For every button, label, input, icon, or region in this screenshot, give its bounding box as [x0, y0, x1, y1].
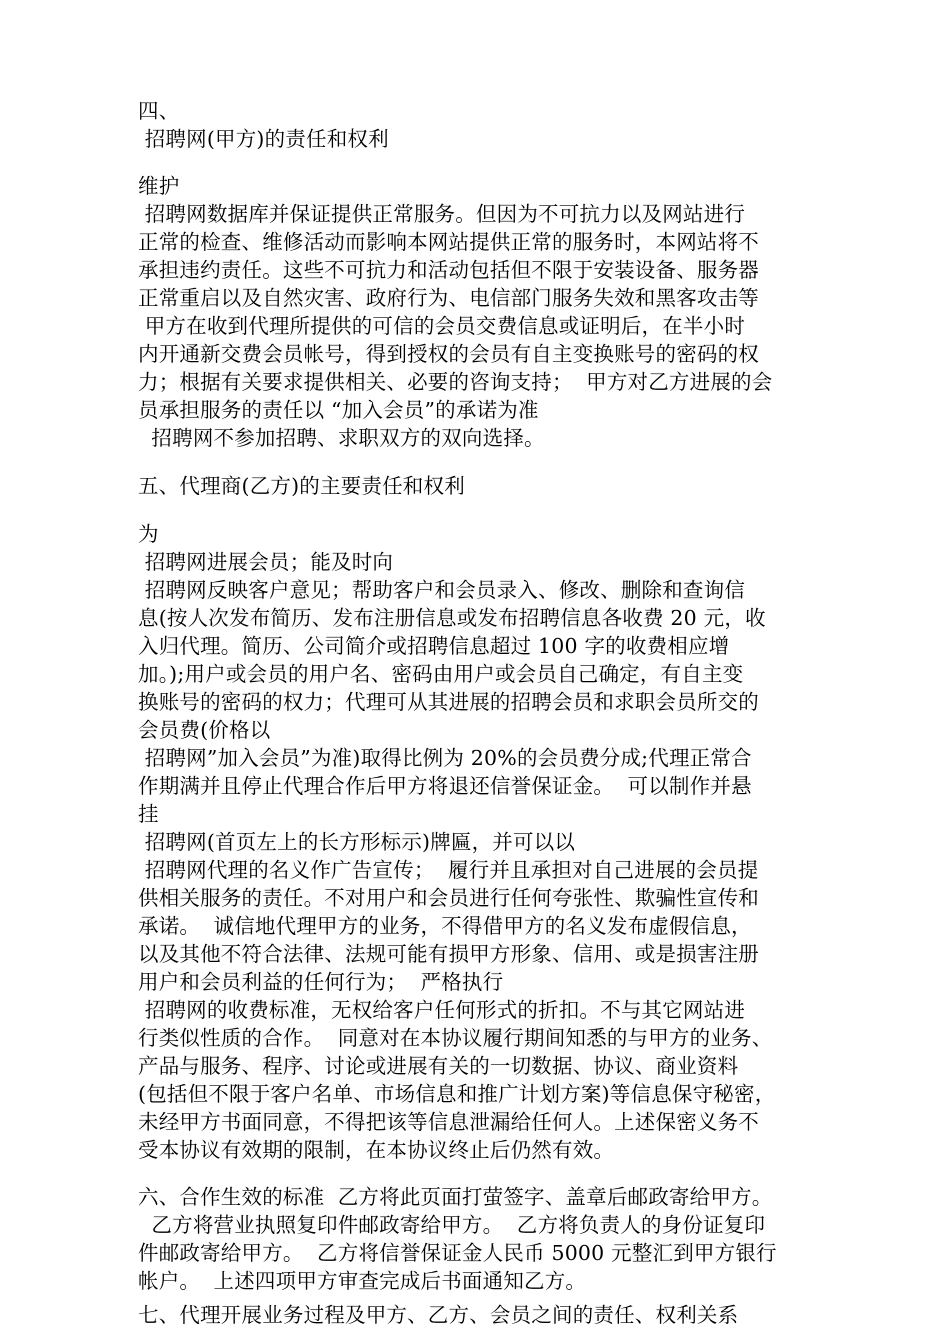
section-4-heading: 招聘网(甲方)的责任和权利 [138, 127, 389, 151]
text-line: 件邮政寄给甲方。 乙方将信誉保证金人民币 5000 元整汇到甲方银行 [138, 1241, 777, 1265]
text-line: 招聘网不参加招聘、求职双方的双向选择。 [138, 426, 545, 450]
text-line: 会员费(价格以 [138, 718, 271, 742]
text-line: 甲方在收到代理所提供的可信的会员交费信息或证明后，在半小时 [138, 314, 746, 338]
text-line: (包括但不限于客户名单、市场信息和推广计划方案)等信息保守秘密， [138, 1082, 776, 1106]
text-line: 为 [138, 522, 159, 546]
text-line: 招聘网”加入会员”为准)取得比例为 20%的会员费分成;代理正常合 [138, 746, 752, 770]
text-line: 承担违约责任。这些不可抗力和活动包括但不限于安装设备、服务器 [138, 258, 759, 282]
text-line: 换账号的密码的权力；代理可从其进展的招聘会员和求职会员所交的 [138, 690, 759, 714]
text-line: 乙方将营业执照复印件邮政寄给甲方。 乙方将负责人的身份证复印 [138, 1213, 766, 1237]
text-line: 行类似性质的合作。 同意对在本协议履行期间知悉的与甲方的业务、 [138, 1026, 773, 1050]
section-5-heading: 五、代理商(乙方)的主要责任和权利 [138, 474, 465, 498]
text-line: 招聘网反映客户意见；帮助客户和会员录入、修改、删除和查询信 [138, 578, 746, 602]
text-line: 未经甲方书面同意，不得把该等信息泄漏给任何人。上述保密义务不 [138, 1110, 759, 1134]
text-line: 招聘网(首页左上的长方形标示)牌匾，并可以以 [138, 830, 576, 854]
section-6-heading: 六、合作生效的标准 乙方将此页面打萤签字、盖章后邮政寄给甲方。 [138, 1185, 773, 1209]
text-line: 员承担服务的责任以 “加入会员”的承诺为准 [138, 398, 539, 422]
section-4-number: 四、 [138, 99, 180, 123]
text-line: 加。);用户或会员的用户名、密码由用户或会员自己确定，有自主变 [138, 662, 744, 686]
section-7-heading: 七、代理开展业务过程及甲方、乙方、会员之间的责任、权利关系 [138, 1303, 739, 1327]
text-line: 以及其他不符合法律、法规可能有损甲方形象、信用、或是损害注册 [138, 942, 759, 966]
text-line: 帐户。 上述四项甲方审查完成后书面通知乙方。 [138, 1269, 587, 1293]
text-line: 产品与服务、程序、讨论或进展有关的一切数据、协议、商业资料 [138, 1054, 739, 1078]
text-line: 招聘网数据库并保证提供正常服务。但因为不可抗力以及网站进行 [138, 202, 746, 226]
text-line: 维护 [138, 174, 180, 198]
text-line: 招聘网代理的名义作广告宣传； 履行并且承担对自己进展的会员提 [138, 858, 759, 882]
text-line: 招聘网进展会员；能及时向 [138, 550, 394, 574]
text-line: 用户和会员利益的任何行为； 严格执行 [138, 970, 504, 994]
text-line: 息(按人次发布简历、发布注册信息或发布招聘信息各收费 20 元，收 [138, 606, 766, 630]
text-line: 力；根据有关要求提供相关、必要的咨询支持； 甲方对乙方进展的会 [138, 370, 773, 394]
text-line: 入归代理。简历、公司简介或招聘信息超过 100 字的收费相应增 [138, 634, 730, 658]
text-line: 承诺。 诚信地代理甲方的业务，不得借甲方的名义发布虚假信息， [138, 914, 752, 938]
text-line: 受本协议有效期的限制，在本协议终止后仍然有效。 [138, 1138, 615, 1162]
text-line: 正常重启以及自然灾害、政府行为、电信部门服务失效和黑客攻击等 [138, 286, 759, 310]
text-line: 作期满并且停止代理合作后甲方将退还信誉保证金。 可以制作并悬 [138, 774, 752, 798]
text-line: 内开通新交费会员帐号，得到授权的会员有自主变换账号的密码的权 [138, 342, 759, 366]
text-line: 挂 [138, 802, 159, 826]
text-line: 供相关服务的责任。不对用户和会员进行任何夸张性、欺骗性宣传和 [138, 886, 759, 910]
text-line: 招聘网的收费标准，无权给客户任何形式的折扣。不与其它网站进 [138, 998, 746, 1022]
text-line: 正常的检查、维修活动而影响本网站提供正常的服务时，本网站将不 [138, 230, 759, 254]
